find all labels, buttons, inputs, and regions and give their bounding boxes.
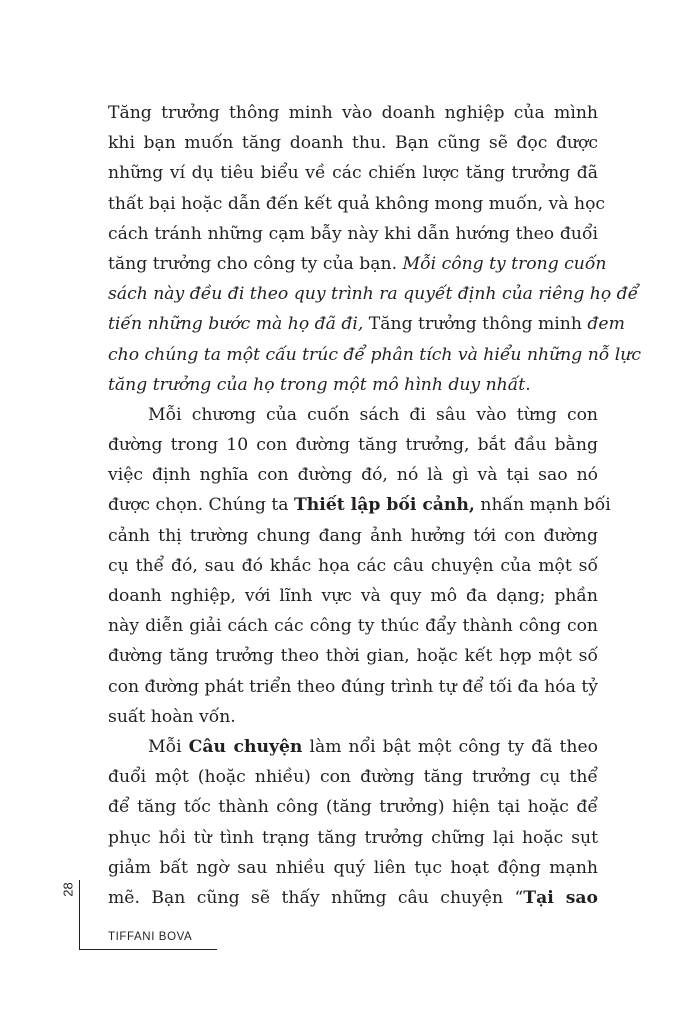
- text-line: [108, 430, 598, 460]
- footer-vertical-rule: [79, 880, 80, 950]
- text-segment: làm nổi bật một công ty đã theo: [302, 736, 598, 757]
- italic-text: đem: [587, 314, 625, 335]
- text-segment: đuổi một (hoặc nhiều) con đường tăng trưởng cụ thể: [108, 767, 598, 788]
- italic-text: tăng trưởng của họ trong một mô hình duy nhất: [108, 374, 526, 395]
- text-segment: việc định nghĩa con đường đó, nó là gì và tại sao nó: [108, 465, 598, 486]
- text-segment: cách tránh những cạm bẫy này khi dẫn hướng theo đuổi: [108, 223, 598, 244]
- text-line: [108, 823, 598, 853]
- text-line: [108, 732, 598, 762]
- text-segment: mẽ. Bạn cũng sẽ thấy những câu chuyện “: [108, 887, 524, 908]
- text-segment: được chọn. Chúng ta: [108, 495, 294, 516]
- text-line: [108, 460, 598, 490]
- text-segment: đường trong 10 con đường tăng trưởng, bắt đầu bằng: [108, 435, 598, 456]
- text-segment: Mỗi: [148, 736, 189, 757]
- text-line: [108, 490, 611, 520]
- text-segment: .: [525, 374, 531, 395]
- text-segment: để tăng tốc thành công (tăng trưởng) hiện tại hoặc để: [108, 797, 598, 818]
- text-line: [108, 792, 598, 822]
- bold-text: Câu chuyện: [188, 736, 303, 757]
- text-line: [108, 641, 598, 671]
- text-segment: phục hồi từ tình trạng tăng trưởng chững lại hoặc sụt: [108, 827, 598, 848]
- text-segment: những ví dụ tiêu biểu về các chiến lược tăng trưởng đã: [108, 163, 598, 184]
- running-footer-author: TIFFANI BOVA: [108, 931, 193, 943]
- bold-text: Tại sao: [523, 887, 598, 908]
- text-segment: này diễn giải cách các công ty thúc đẩy thành công con: [108, 616, 598, 637]
- italic-text: sách này đều đi theo quy trình ra quyết định của riêng họ để: [108, 284, 639, 305]
- text-segment: giảm bất ngờ sau nhiều quý liên tục hoạt động mạnh: [108, 857, 598, 878]
- italic-text: Mỗi công ty trong cuốn: [402, 253, 607, 274]
- text-line: [108, 158, 598, 188]
- text-line: [108, 128, 598, 158]
- footer-horizontal-rule: [79, 949, 217, 950]
- text-segment: Tăng trưởng thông minh vào doanh nghiệp của mình: [108, 103, 598, 123]
- text-line: [108, 672, 598, 702]
- italic-text: tiến những bước mà họ đã đi,: [108, 314, 364, 335]
- text-line: [108, 249, 607, 279]
- text-segment: khi bạn muốn tăng doanh thu. Bạn cũng sẽ đọc được: [108, 133, 598, 154]
- text-segment: con đường phát triển theo đúng trình tự để tối đa hóa tỷ: [108, 676, 598, 697]
- page-number: 28: [60, 882, 76, 897]
- text-line: [108, 219, 598, 249]
- text-line: [108, 400, 598, 430]
- text-line: [108, 189, 606, 219]
- text-line: [108, 98, 598, 128]
- text-line: [108, 279, 639, 309]
- text-line: [108, 853, 598, 883]
- text-line: [108, 521, 598, 551]
- text-line: [108, 370, 598, 400]
- bold-text: Thiết lập bối cảnh,: [294, 495, 475, 516]
- body-text: [108, 98, 641, 913]
- text-line: [108, 340, 641, 370]
- text-line: [108, 702, 598, 732]
- text-segment: suất hoàn vốn.: [108, 706, 236, 727]
- text-segment: nhấn mạnh bối: [474, 495, 611, 516]
- text-line: [108, 581, 598, 611]
- text-segment: đường tăng trưởng theo thời gian, hoặc kết hợp một số: [108, 646, 598, 667]
- text-line: [108, 309, 625, 339]
- text-line: [108, 611, 598, 641]
- italic-text: cho chúng ta một cấu trúc để phân tích và hiểu những nỗ lực: [108, 344, 641, 365]
- text-segment: cảnh thị trường chung đang ảnh hưởng tới con đường: [108, 525, 598, 546]
- text-segment: thất bại hoặc dẫn đến kết quả không mong muốn, và học: [108, 193, 606, 214]
- text-line: [108, 762, 598, 792]
- text-segment: cụ thể đó, sau đó khắc họa các câu chuyện của một số: [108, 555, 598, 576]
- text-segment: Tăng trưởng thông minh: [363, 314, 588, 335]
- text-segment: Mỗi chương của cuốn sách đi sâu vào từng con: [148, 404, 598, 425]
- text-line: [108, 551, 598, 581]
- text-line: [108, 883, 598, 913]
- text-segment: tăng trưởng cho công ty của bạn.: [108, 253, 403, 274]
- text-segment: doanh nghiệp, với lĩnh vực và quy mô đa dạng; phần: [108, 586, 598, 606]
